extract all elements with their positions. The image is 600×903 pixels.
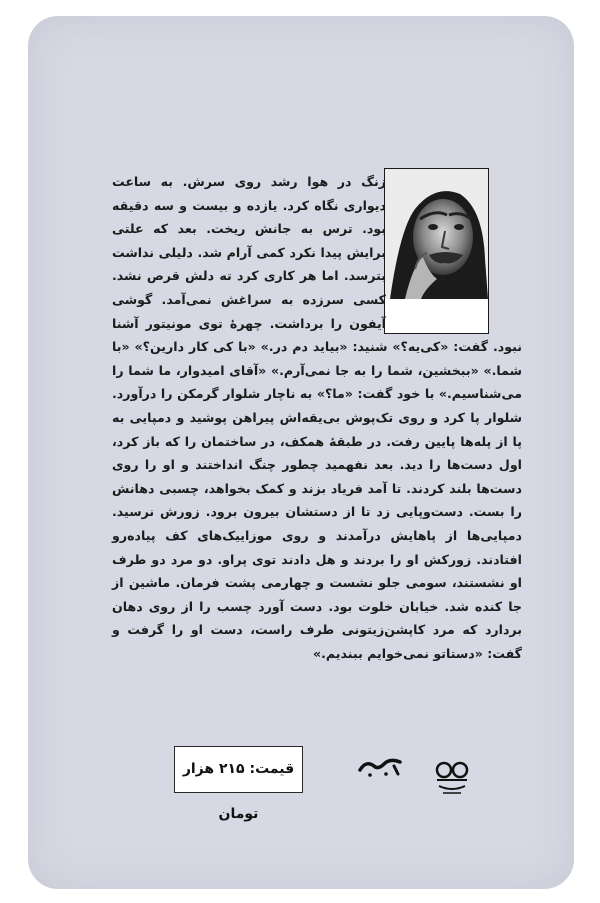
excerpt-text [112,170,522,665]
price-sticker [174,746,303,822]
excerpt-paragraph: زنگ در هوا رشد روی سرش. به ساعت دیواری نگاه کرد. یازده و بیست و سه دقیقه بود. ترس به جانش ریخت. بعد که علتی برایش پیدا نکرد کمی آرام شد. دلیلی نداشت بترسد. اما هر کاری کرد ته دلش قرص نشد. کسی سرزده به سراغش نمی‌آمد. گوشی آیفون را برداشت. چهرهٔ توی مونیتور آشنا نبود. گفت: «کی‌یه؟» شنید: «بیاید دم در.» «با کی کار دارین؟» «با شما.» «ببخشین، شما را به جا نمی‌آرم.» «آقای امیدوار، ما شما را می‌شناسیم.» با خود گفت: «ما؟» به ناچار شلوار گرمکن را درآورد. شلوار پا کرد و روی تک‌پوش بی‌یقه‌اش پیراهن پوشید و دمپایی به پا از پله‌ها پایین رفت. در طبقهٔ همکف، در ساختمان را که باز کرد، اول دست‌ها را دید. بعد نفهمید چطور چنگ انداختند و او را روی دست‌ها بلند کردند. تا آمد فریاد بزند و کمک بخواهد، چسبی دهانش را بست. دست‌وپایی زد تا از دستشان بیرون برود. زورش نرسید. دمپایی‌ها از پاهایش درآمدند و روی موزاییک‌های کف پیاده‌رو افتادند. زورکش او را بردند و هل دادند توی پراو. دو مرد دو طرف او نشستند، سومی جلو نشست و چهارمی پشت فرمان. ماشین از جا کنده شد. خیابان خلوت بود. دست آورد چسب را از روی دهان بردارد که مرد کاپشن‌زیتونی طرف راست، دست او را گرفت و گفت: «دستاتو نمی‌خوایم ببندیم.» [112,174,522,661]
photo-wrap-space [386,170,522,334]
peyk-logo [356,754,404,780]
price-label: قیمت: ۲۱۵ هزار تومان [182,761,295,822]
publisher-logo [433,758,471,798]
